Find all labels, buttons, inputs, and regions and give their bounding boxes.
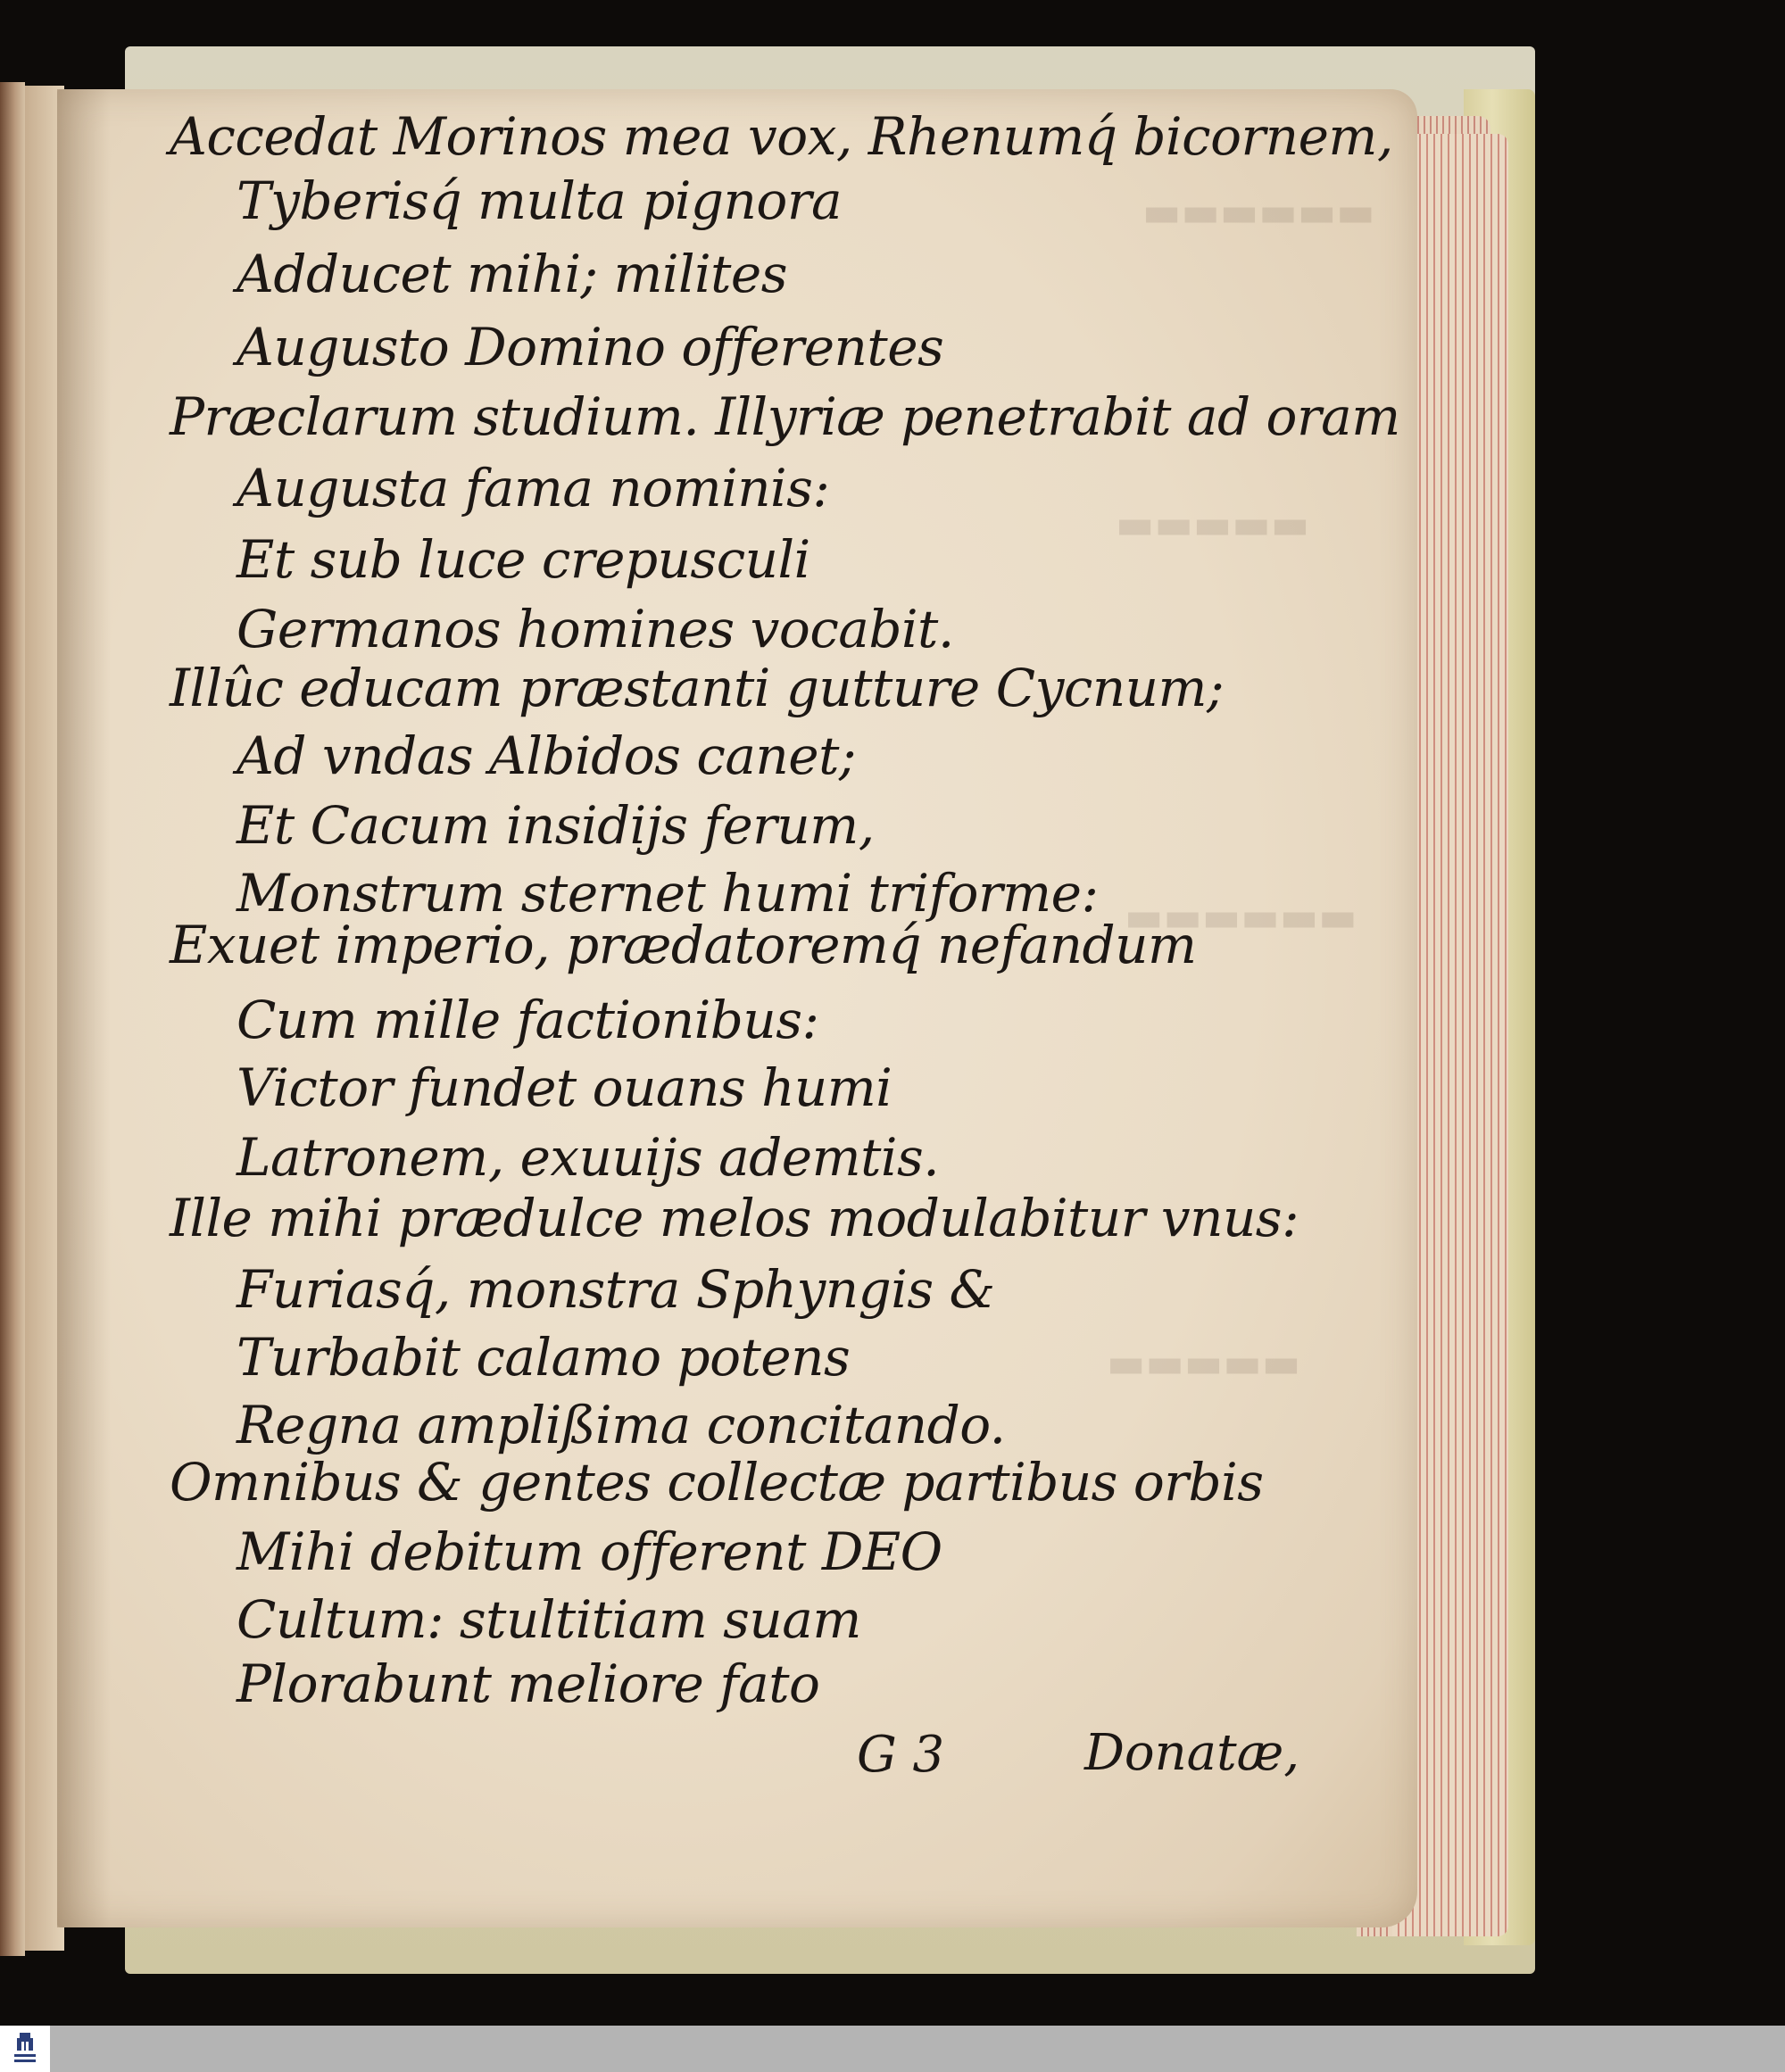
verse-line: Omnibus & gentes collectæ partibus orbis xyxy=(170,1452,1264,1513)
verse-line: Victor fundet ouans humi xyxy=(237,1057,892,1118)
bleed-through: ▬▬▬▬▬ xyxy=(1116,500,1310,548)
verse-line: Mihi debitum offerent DEO xyxy=(237,1521,942,1582)
verse-line: Regna amplißima concitando. xyxy=(237,1395,1006,1455)
bleed-through: ▬▬▬▬▬▬ xyxy=(1125,892,1357,941)
verse-line: Latronem, exuuijs ademtis. xyxy=(237,1127,940,1188)
verse-line: Tyberisq́ multa pignora xyxy=(237,170,843,231)
verse-line: Illûc educam præstanti gutture Cycnum; xyxy=(170,658,1225,718)
verse-line: Adducet mihi; milites xyxy=(237,244,788,304)
verse-line: Præclarum studium. Illyriæ penetrabit ad oram xyxy=(170,386,1400,447)
verse-line: Cum mille factionibus: xyxy=(237,990,819,1050)
bleed-through: ▬▬▬▬▬▬ xyxy=(1142,187,1375,236)
footer-bar xyxy=(0,2026,1785,2072)
signature-mark: G 3 xyxy=(857,1726,945,1784)
verse-line: Cultum: stultitiam suam xyxy=(237,1589,861,1650)
footer-logo xyxy=(0,2026,50,2072)
verse-line: Plorabunt meliore fato xyxy=(237,1653,820,1714)
verse-line: Turbabit calamo potens xyxy=(237,1327,851,1388)
catchword: Donatæ, xyxy=(1084,1724,1300,1782)
verse-line: Et Cacum insidijs ferum, xyxy=(237,795,875,856)
verse-line: Augusta fama nominis: xyxy=(237,458,830,518)
verse-line: Monstrum sternet humi triforme: xyxy=(237,863,1099,924)
verse-line: Accedat Morinos mea vox, Rhenumq́ bicornem, xyxy=(170,106,1393,167)
verse-line: Germanos homines vocabit. xyxy=(237,599,954,659)
library-logo-icon xyxy=(14,2031,36,2067)
verse-line: Et sub luce crepusculi xyxy=(237,529,810,590)
verse-line: Ad vndas Albidos canet; xyxy=(237,725,856,786)
verse-line: Augusto Domino offerentes xyxy=(237,317,944,377)
verse-line: Ille mihi prædulce melos modulabitur vnus: xyxy=(170,1188,1299,1248)
bleed-through: ▬▬▬▬▬ xyxy=(1107,1339,1301,1387)
verse-line: Furiasq́, monstra Sphyngis & xyxy=(237,1259,995,1320)
verse-line: Exuet imperio, prædatoremq́ nefandum xyxy=(170,915,1197,975)
